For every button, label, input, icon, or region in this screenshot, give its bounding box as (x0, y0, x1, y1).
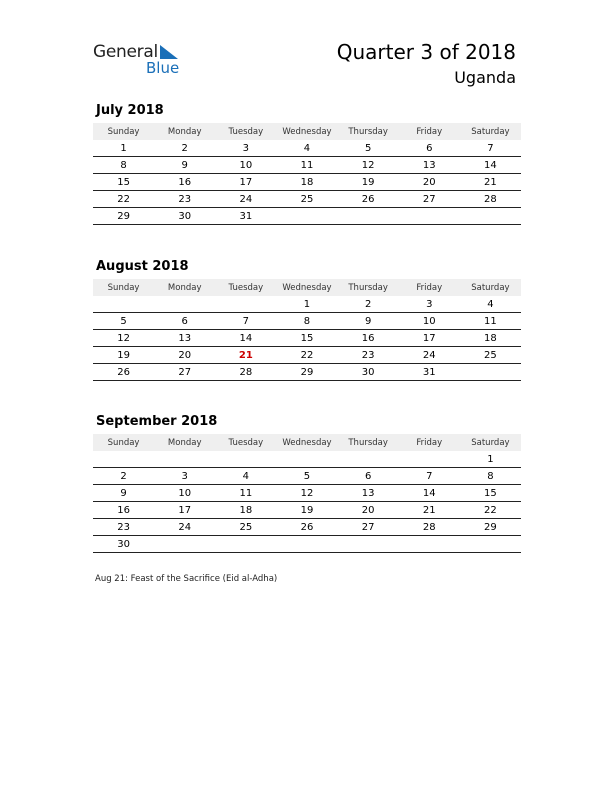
day-cell: 18 (300, 176, 314, 188)
day-cell: 10 (239, 159, 253, 171)
weekday-label: Tuesday (228, 282, 264, 293)
day-cell: 2 (120, 470, 127, 482)
day-cell: 15 (117, 176, 130, 188)
week-row (93, 485, 521, 502)
week-row (93, 347, 521, 364)
day-cell: 25 (300, 193, 314, 205)
weekday-label: Friday (416, 437, 443, 448)
day-cell: 14 (484, 159, 497, 171)
logo (93, 40, 193, 80)
week-row (93, 174, 521, 191)
week-row (93, 157, 521, 174)
weekday-label: Thursday (348, 282, 388, 293)
weekday-header-row (93, 434, 521, 451)
day-cell: 29 (484, 521, 497, 533)
month-july (93, 103, 521, 225)
day-cell: 18 (239, 504, 253, 516)
day-cell: 26 (117, 366, 130, 378)
day-cell: 4 (242, 470, 250, 482)
weekday-label: Tuesday (228, 126, 264, 137)
day-cell: 4 (303, 142, 311, 154)
day-cell: 28 (422, 521, 436, 533)
day-cell: 3 (181, 470, 188, 482)
week-row (93, 364, 521, 381)
day-cell: 6 (426, 142, 433, 154)
day-cell: 10 (422, 315, 436, 327)
day-cell: 6 (181, 315, 188, 327)
day-cell: 27 (361, 521, 375, 533)
month-title: August 2018 (96, 259, 189, 274)
weekday-label: Saturday (471, 282, 510, 293)
day-cell: 10 (178, 487, 192, 499)
day-cell: 17 (178, 504, 192, 516)
weekday-label: Thursday (348, 126, 388, 137)
day-cell: 12 (117, 332, 130, 344)
weekday-header-row (93, 123, 521, 140)
day-cell: 17 (239, 176, 253, 188)
day-cell: 1 (487, 453, 494, 465)
day-cell: 31 (422, 366, 436, 378)
weekday-header-row (93, 279, 521, 296)
day-cell: 20 (361, 504, 375, 516)
logo-word-general: General (93, 42, 158, 62)
weekday-label: Saturday (471, 126, 510, 137)
week-row (93, 313, 521, 330)
day-cell: 5 (120, 315, 127, 327)
day-cell: 31 (239, 210, 253, 222)
day-cell: 24 (178, 521, 192, 533)
day-cell: 28 (239, 366, 253, 378)
day-cell: 8 (120, 159, 127, 171)
day-cell: 9 (181, 159, 188, 171)
day-cell: 14 (239, 332, 253, 344)
week-row (93, 536, 521, 553)
day-cell: 17 (422, 332, 436, 344)
day-cell: 13 (178, 332, 192, 344)
day-cell: 7 (426, 470, 433, 482)
day-cell: 2 (364, 298, 372, 310)
country-name: Uganda (454, 68, 516, 87)
day-cell: 15 (300, 332, 314, 344)
day-cell: 26 (300, 521, 314, 533)
day-cell: 16 (117, 504, 130, 516)
month-september (93, 414, 521, 553)
day-cell: 7 (487, 142, 494, 154)
day-cell: 16 (178, 176, 192, 188)
day-cell: 11 (239, 487, 253, 499)
day-cell: 8 (487, 470, 494, 482)
day-cell: 12 (300, 487, 314, 499)
day-cell: 19 (300, 504, 314, 516)
day-cell: 13 (361, 487, 375, 499)
day-cell: 1 (120, 142, 127, 154)
page-title: Quarter 3 of 2018 (336, 40, 516, 64)
day-cell: 15 (484, 487, 497, 499)
day-cell: 22 (117, 193, 130, 205)
week-row (93, 519, 521, 536)
weekday-label: Friday (416, 282, 443, 293)
day-cell: 16 (361, 332, 375, 344)
day-cell: 11 (300, 159, 314, 171)
week-row (93, 208, 521, 225)
day-cell: 11 (484, 315, 497, 327)
day-cell: 1 (303, 298, 311, 310)
week-row (93, 296, 521, 313)
day-cell: 9 (364, 315, 372, 327)
day-cell: 14 (422, 487, 436, 499)
holiday-note: Aug 21: Feast of the Sacrifice (Eid al-Adha) (95, 574, 278, 584)
weekday-label: Monday (167, 282, 202, 293)
day-cell: 12 (361, 159, 375, 171)
day-cell: 29 (300, 366, 314, 378)
day-cell: 27 (178, 366, 192, 378)
month-august (93, 259, 521, 381)
day-cell: 21 (238, 349, 253, 361)
weekday-label: Thursday (348, 437, 388, 448)
day-cell: 30 (117, 538, 130, 550)
week-row (93, 330, 521, 347)
weekday-label: Wednesday (282, 126, 332, 137)
day-cell: 3 (242, 142, 250, 154)
month-title: September 2018 (96, 414, 218, 429)
day-cell: 24 (239, 193, 253, 205)
day-cell: 18 (484, 332, 497, 344)
day-cell: 3 (426, 298, 433, 310)
weekday-label: Sunday (107, 282, 140, 293)
day-cell: 13 (422, 159, 436, 171)
day-cell: 28 (484, 193, 497, 205)
weekday-label: Monday (167, 126, 202, 137)
week-row (93, 140, 521, 157)
weekday-label: Sunday (107, 126, 140, 137)
day-cell: 20 (178, 349, 192, 361)
day-cell: 23 (361, 349, 375, 361)
day-cell: 25 (239, 521, 253, 533)
day-cell: 21 (422, 504, 436, 516)
weekday-label: Wednesday (282, 282, 332, 293)
day-cell: 30 (178, 210, 192, 222)
day-cell: 29 (117, 210, 130, 222)
day-cell: 27 (422, 193, 436, 205)
weekday-label: Wednesday (282, 437, 332, 448)
week-row (93, 468, 521, 485)
day-cell: 24 (422, 349, 436, 361)
day-cell: 19 (361, 176, 375, 188)
weekday-label: Monday (167, 437, 202, 448)
day-cell: 8 (303, 315, 311, 327)
day-cell: 2 (181, 142, 188, 154)
week-row (93, 502, 521, 519)
day-cell: 19 (117, 349, 130, 361)
day-cell: 6 (364, 470, 372, 482)
day-cell: 21 (484, 176, 497, 188)
month-title: July 2018 (96, 103, 164, 118)
day-cell: 25 (484, 349, 497, 361)
week-row (93, 451, 521, 468)
weekday-label: Friday (416, 126, 443, 137)
logo-word-blue: Blue (146, 59, 180, 77)
day-cell: 5 (364, 142, 372, 154)
day-cell: 7 (242, 315, 250, 327)
weekday-label: Tuesday (228, 437, 264, 448)
day-cell: 22 (300, 349, 314, 361)
day-cell: 4 (487, 298, 494, 310)
day-cell: 5 (303, 470, 311, 482)
day-cell: 20 (422, 176, 436, 188)
day-cell: 26 (361, 193, 375, 205)
weekday-label: Sunday (107, 437, 140, 448)
day-cell: 22 (484, 504, 497, 516)
week-row (93, 191, 521, 208)
day-cell: 23 (178, 193, 192, 205)
day-cell: 9 (120, 487, 127, 499)
weekday-label: Saturday (471, 437, 510, 448)
day-cell: 30 (361, 366, 375, 378)
day-cell: 23 (117, 521, 130, 533)
